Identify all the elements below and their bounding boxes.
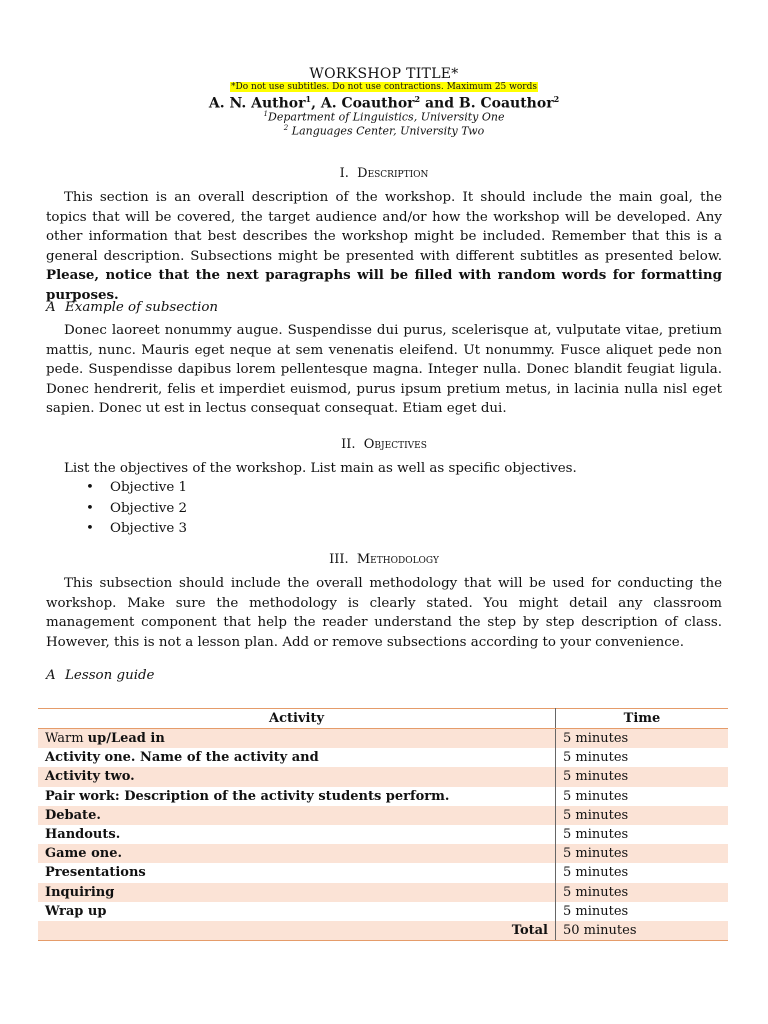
subsection-letter: A xyxy=(46,300,56,315)
time-cell: 5 minutes xyxy=(556,767,729,786)
description-bold-notice: Please, notice that the next paragraphs will be filled with random words for formatting purposes. xyxy=(46,267,722,303)
affiliation-text: Department of Linguistics, University One xyxy=(268,110,505,124)
subsection-title: Example of subsection xyxy=(65,300,219,315)
bullet-icon: • xyxy=(86,500,94,516)
table-row xyxy=(38,787,728,806)
authors-line xyxy=(46,94,722,112)
affiliation-text: Languages Center, University Two xyxy=(288,124,485,138)
affiliation-number: 2 xyxy=(283,124,289,132)
activity-cell: Handouts. xyxy=(38,825,556,844)
time-cell: 5 minutes xyxy=(556,806,729,825)
section-heading-description xyxy=(46,166,722,181)
workshop-title: WORKSHOP TITLE* xyxy=(309,66,459,82)
author-affiliation-number: 2 xyxy=(553,94,560,104)
author-separator: , xyxy=(311,95,321,112)
author-affiliation-number: 2 xyxy=(414,94,421,104)
bullet-icon: • xyxy=(86,521,94,536)
activity-cell: Debate. xyxy=(38,806,556,825)
column-header-activity: Activity xyxy=(38,709,556,729)
activity-cell: Wrap up xyxy=(38,902,556,921)
author-name: B. Coauthor xyxy=(458,95,554,112)
time-cell: 5 minutes xyxy=(563,750,629,766)
activity-cell: Activity one. Name of the activity and xyxy=(38,748,556,767)
list-item xyxy=(46,499,187,520)
table-row xyxy=(38,883,728,902)
subsection-heading-example xyxy=(46,300,218,315)
time-cell: 5 minutes xyxy=(563,903,629,919)
table-total-row xyxy=(38,921,728,941)
affiliation-number: 1 xyxy=(263,110,269,118)
objective-text: Objective 1 xyxy=(110,480,188,495)
activity-cell: Inquiring xyxy=(38,883,556,902)
title-note-highlight: *Do not use subtitles. Do not use contractions. Maximum 25 words xyxy=(231,82,537,92)
table-row xyxy=(38,844,728,863)
objective-text: Objective 3 xyxy=(110,521,188,536)
title-note xyxy=(46,82,722,92)
table-row xyxy=(38,729,728,749)
list-item xyxy=(46,519,187,540)
section-heading-objectives xyxy=(46,437,722,452)
table-row xyxy=(38,748,728,767)
lesson-guide-table xyxy=(38,708,728,941)
author-name: A. N. Author xyxy=(208,95,306,112)
section-heading-text: Description xyxy=(357,166,429,181)
table-row xyxy=(38,825,728,844)
time-cell: 5 minutes xyxy=(556,729,729,749)
activity-cell: Pair work: Description of the activity students perform. xyxy=(38,787,556,806)
objective-text: Objective 2 xyxy=(110,500,188,516)
activity-bold: up/Lead in xyxy=(87,731,165,747)
table-row xyxy=(38,902,728,921)
objectives-list xyxy=(46,478,187,540)
activity-cell: Game one. xyxy=(38,844,556,863)
time-cell: 5 minutes xyxy=(556,883,729,902)
author-name: A. Coauthor xyxy=(320,95,415,112)
activity-cell xyxy=(38,729,556,749)
section-heading-text: Methodology xyxy=(356,552,439,567)
column-header-time: Time xyxy=(556,709,729,729)
activity-prefix: Warm xyxy=(45,731,88,747)
table-row xyxy=(38,767,728,786)
table-row xyxy=(38,806,728,825)
time-cell: 5 minutes xyxy=(563,788,629,804)
activity-cell: Presentations xyxy=(38,863,556,882)
subsection-letter: A xyxy=(46,668,56,683)
time-cell: 5 minutes xyxy=(563,865,629,881)
section-numeral: III. xyxy=(329,552,349,567)
bullet-icon: • xyxy=(86,480,94,495)
time-cell: 5 minutes xyxy=(563,827,629,843)
activity-cell: Activity two. xyxy=(38,767,556,786)
section-heading-methodology xyxy=(46,552,722,567)
list-item xyxy=(46,478,187,499)
subsection-heading-lesson-guide xyxy=(46,668,154,683)
author-affiliation-number: 1 xyxy=(305,94,312,104)
section-numeral: I. xyxy=(339,166,349,181)
total-value: 50 minutes xyxy=(556,921,729,941)
description-text: This section is an overall description of the workshop. It should include the main goal, the topics that will be covered, the target audience and/or how the workshop will be developed. Any other information that best describes the workshop might be included. Remember that this is a general description. Subsections might be presented with different subtitles as presented below. xyxy=(46,190,722,264)
total-label: Total xyxy=(38,921,556,941)
description-paragraph xyxy=(46,188,722,305)
subsection-paragraph: Donec laoreet nonummy augue. Suspendisse dui purus, scelerisque at, vulputate vitae, pretium mattis, nunc. Mauris eget neque at sem venenatis eleifend. Ut nonummy. Fusce aliquet pede non pede. Suspendisse dapibus lorem pellentesque magna. Integer nulla. Donec blandit feugiat ligula. Donec hendrerit, felis et imperdiet euismod, purus ipsum pretium metus, in lacinia nulla nisl eget sapien. Donec ut est in lectus consequat consequat. Etiam eget dui. xyxy=(46,323,722,416)
affiliation-1 xyxy=(46,110,722,124)
table-row xyxy=(38,863,728,882)
affiliation-2 xyxy=(46,124,722,138)
objectives-intro: List the objectives of the workshop. List main as well as specific objectives. xyxy=(64,461,577,476)
methodology-paragraph: This subsection should include the overall methodology that will be used for conducting the workshop. Make sure the methodology is clearly stated. You might detail any classroom management component that help the reader understand the step by step description of class. However, this is not a lesson plan. Add or remove subsections according to your convenience. xyxy=(46,576,722,650)
section-numeral: II. xyxy=(341,437,356,452)
subsection-title: Lesson guide xyxy=(65,668,155,683)
author-separator: and xyxy=(420,95,459,112)
time-cell: 5 minutes xyxy=(556,844,729,863)
table-header-row xyxy=(38,709,728,729)
section-heading-text: Objectives xyxy=(363,437,427,452)
